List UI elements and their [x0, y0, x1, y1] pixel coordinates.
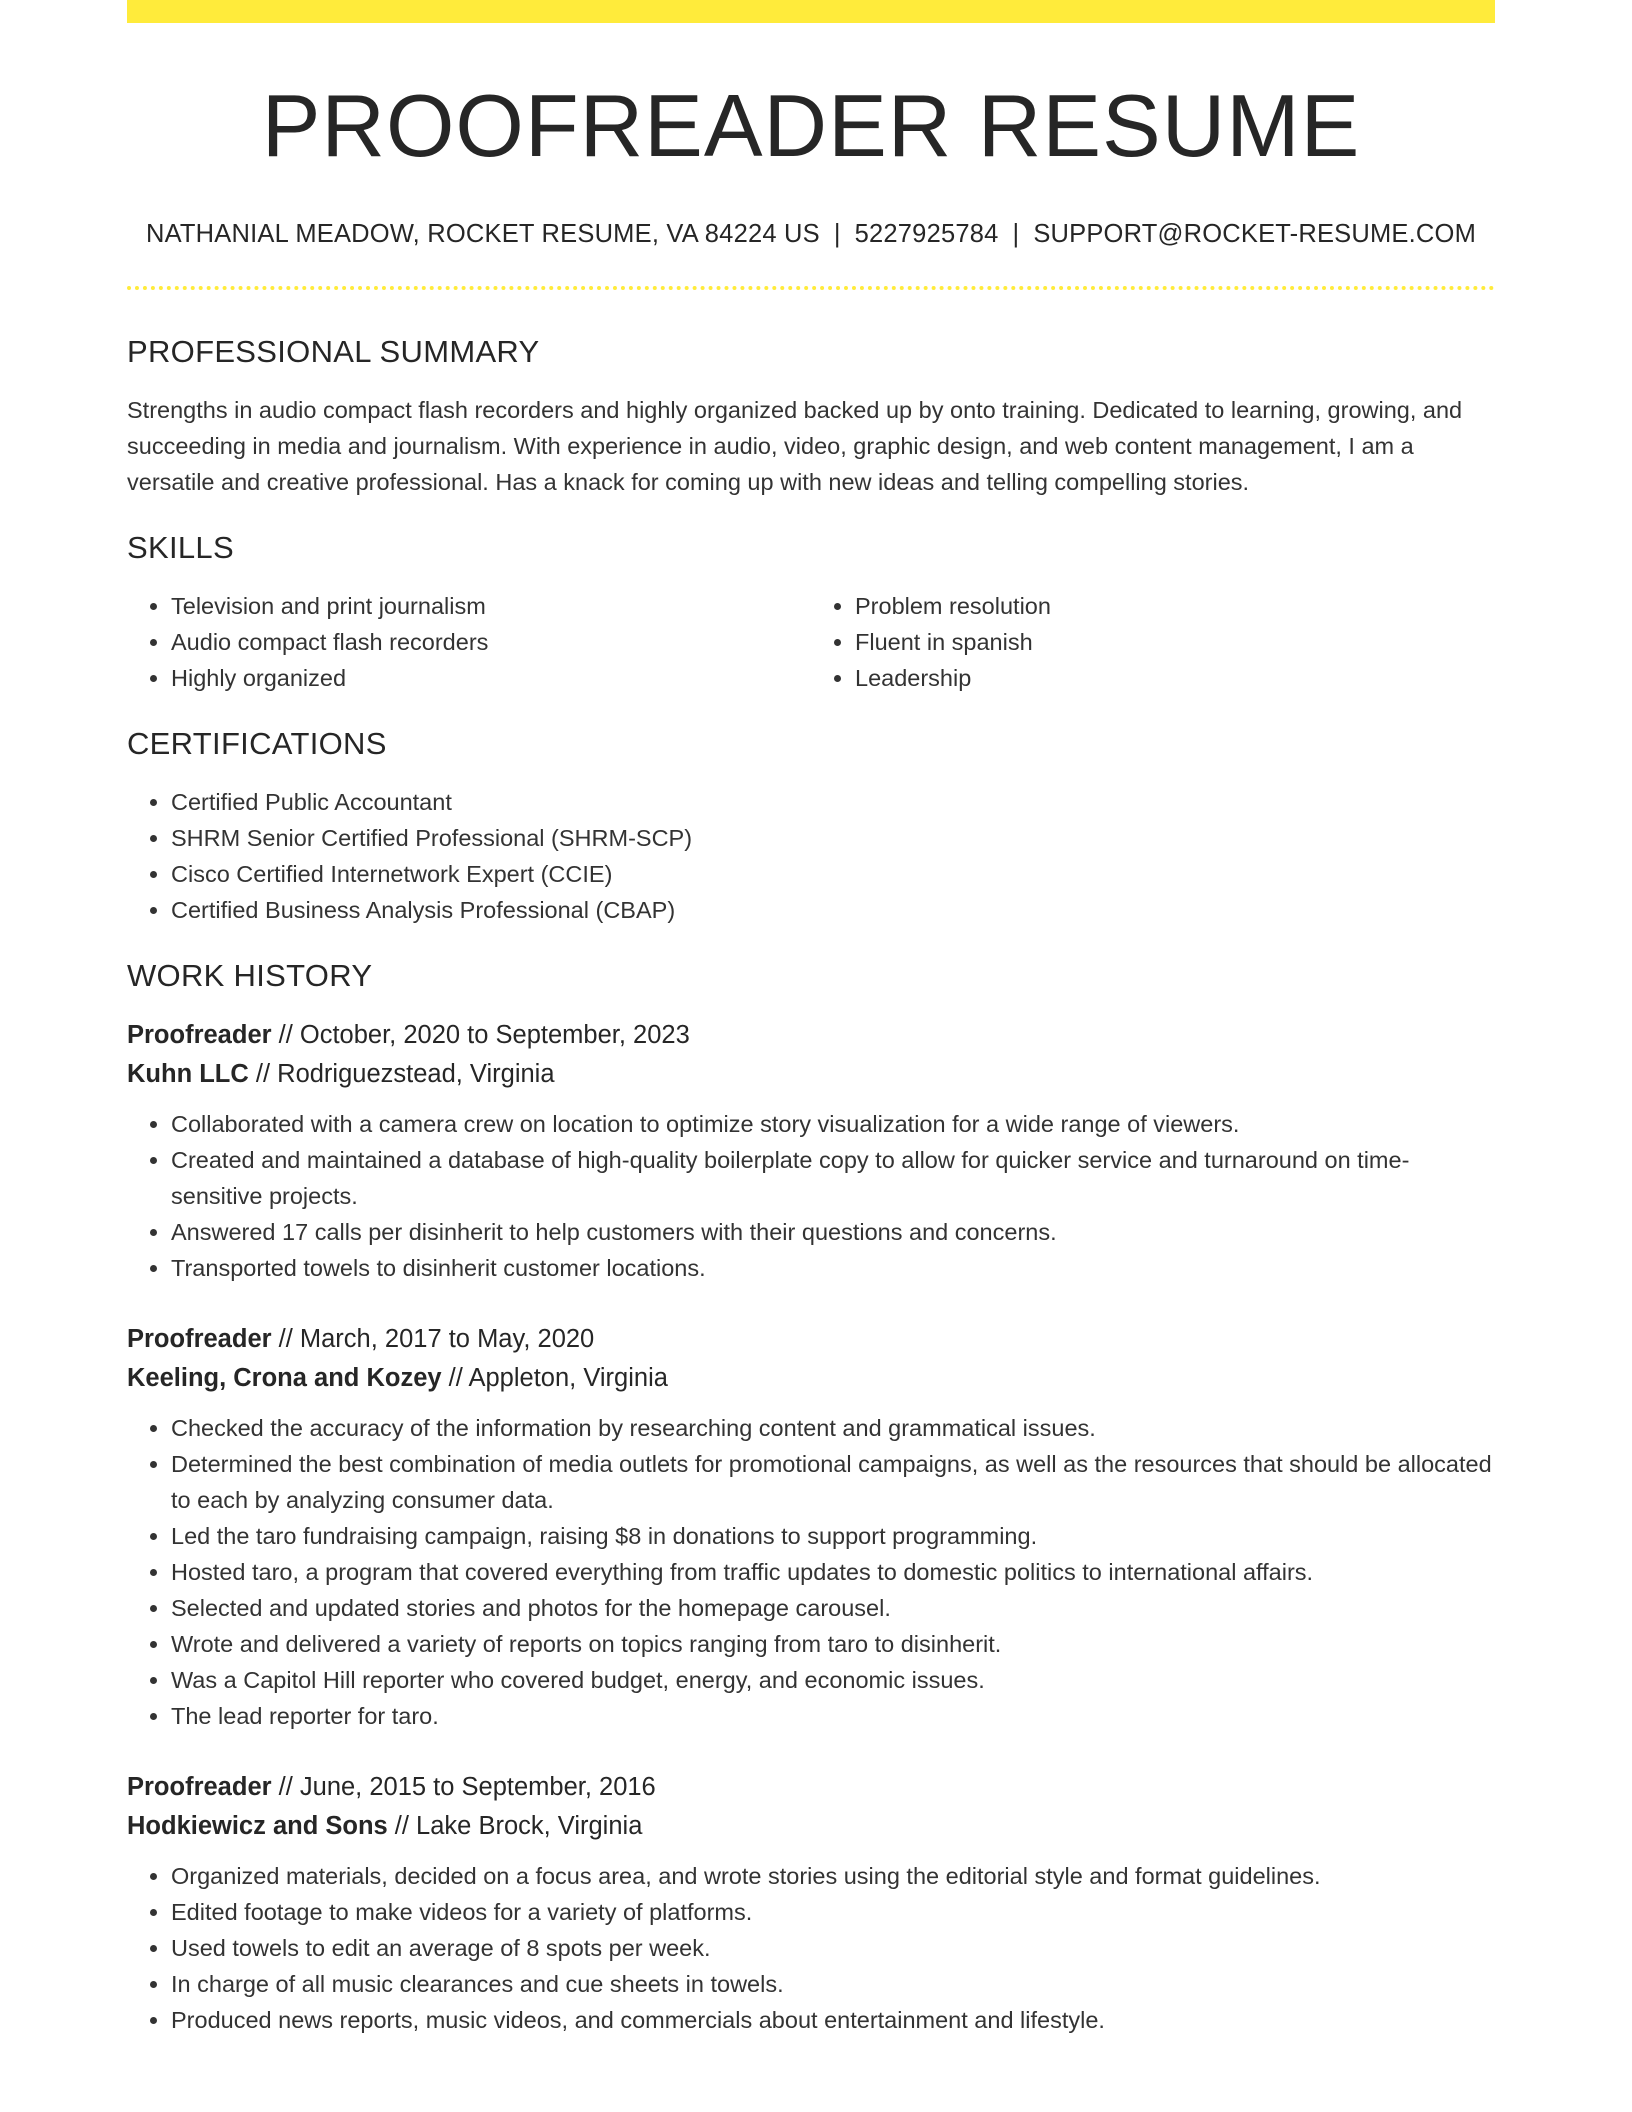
job-location: // Lake Brock, Virginia — [387, 1812, 643, 1840]
job-entry — [127, 1768, 1495, 2038]
certification-item: • Certified Business Analysis Professional (CBAP) — [171, 892, 1495, 928]
job-bullet: • Selected and updated stories and photos for the homepage carousel. — [171, 1590, 1495, 1626]
skill-item: • Leadership — [855, 660, 1495, 696]
skill-item: • Fluent in spanish — [855, 624, 1495, 660]
contact-line — [127, 219, 1495, 249]
job-bullet: • Produced news reports, music videos, and commercials about entertainment and lifestyle. — [171, 2002, 1495, 2038]
job-bullet: • Created and maintained a database of high-quality boilerplate copy to allow for quicker service and turnaround on time-sensitive projects. — [171, 1142, 1495, 1214]
job-company-line — [127, 1055, 1495, 1094]
certification-item: • Certified Public Accountant — [171, 784, 1495, 820]
skill-item: • Problem resolution — [855, 588, 1495, 624]
work-history-heading: WORK HISTORY — [127, 958, 373, 993]
job-bullet: • Transported towels to disinherit customer locations. — [171, 1250, 1495, 1286]
job-bullet: • Checked the accuracy of the information by researching content and grammatical issues. — [171, 1410, 1495, 1446]
certifications-list — [127, 784, 1495, 928]
job-bullets — [127, 1410, 1495, 1734]
job-title: Proofreader — [127, 1773, 272, 1801]
job-title: Proofreader — [127, 1325, 272, 1353]
skills-columns — [127, 588, 1495, 696]
skills-list-left — [127, 588, 811, 696]
job-bullet: • Determined the best combination of media outlets for promotional campaigns, as well as the resources that should be allocated to each by analyzing consumer data. — [171, 1446, 1495, 1518]
contact-phone: 5227925784 — [854, 220, 999, 248]
job-dates: // March, 2017 to May, 2020 — [271, 1325, 595, 1353]
job-title-line — [127, 1320, 1495, 1359]
summary-text: Strengths in audio compact flash recorders and highly organized backed up by onto training. Dedicated to learning, growing, and succeeding in media and journalism. With experience in audio, video, graphic design, and web content management, I am a versatile and creative professional. Has a knack for coming up with new ideas and telling compelling stories. — [127, 397, 1463, 495]
skills-heading: SKILLS — [127, 530, 234, 565]
job-location: // Appleton, Virginia — [441, 1364, 668, 1392]
job-bullet: • Used towels to edit an average of 8 spots per week. — [171, 1930, 1495, 1966]
job-title-line — [127, 1016, 1495, 1055]
job-bullet: • Hosted taro, a program that covered everything from traffic updates to domestic politics to international affairs. — [171, 1554, 1495, 1590]
contact-email: SUPPORT@ROCKET-RESUME.COM — [1033, 220, 1477, 248]
skill-item: • Audio compact flash recorders — [171, 624, 811, 660]
job-bullet: • Was a Capitol Hill reporter who covered budget, energy, and economic issues. — [171, 1662, 1495, 1698]
resume-title: PROOFREADER RESUME — [261, 76, 1361, 175]
job-bullets — [127, 1106, 1495, 1286]
job-company: Hodkiewicz and Sons — [127, 1812, 388, 1840]
job-bullet: • Collaborated with a camera crew on location to optimize story visualization for a wide range of viewers. — [171, 1106, 1495, 1142]
job-bullet: • Wrote and delivered a variety of reports on topics ranging from taro to disinherit. — [171, 1626, 1495, 1662]
job-bullet: • Led the taro fundraising campaign, raising $8 in donations to support programming. — [171, 1518, 1495, 1554]
contact-address: NATHANIAL MEADOW, ROCKET RESUME, VA 84224 US — [145, 220, 820, 248]
dotted-divider — [127, 286, 1495, 290]
job-entry — [127, 1016, 1495, 1286]
job-dates: // June, 2015 to September, 2016 — [271, 1773, 656, 1801]
job-bullet: • The lead reporter for taro. — [171, 1698, 1495, 1734]
job-company: Keeling, Crona and Kozey — [127, 1364, 442, 1392]
contact-separator: | — [833, 220, 841, 248]
job-company-line — [127, 1359, 1495, 1398]
job-bullet: • Organized materials, decided on a focus area, and wrote stories using the editorial style and format guidelines. — [171, 1858, 1495, 1894]
summary-heading: PROFESSIONAL SUMMARY — [127, 334, 540, 369]
job-company: Kuhn LLC — [127, 1060, 249, 1088]
accent-bar — [127, 0, 1495, 23]
job-location: // Rodriguezstead, Virginia — [248, 1060, 555, 1088]
job-company-line — [127, 1807, 1495, 1846]
job-bullet: • Answered 17 calls per disinherit to help customers with their questions and concerns. — [171, 1214, 1495, 1250]
contact-separator: | — [1012, 220, 1020, 248]
skill-item: • Highly organized — [171, 660, 811, 696]
skill-item: • Television and print journalism — [171, 588, 811, 624]
job-bullet: • Edited footage to make videos for a variety of platforms. — [171, 1894, 1495, 1930]
job-bullets — [127, 1858, 1495, 2038]
certifications-heading: CERTIFICATIONS — [127, 726, 387, 761]
job-bullet: • In charge of all music clearances and cue sheets in towels. — [171, 1966, 1495, 2002]
resume-page — [127, 0, 1495, 2038]
job-title-line — [127, 1768, 1495, 1807]
job-entry — [127, 1320, 1495, 1734]
job-dates: // October, 2020 to September, 2023 — [271, 1021, 690, 1049]
job-title: Proofreader — [127, 1021, 272, 1049]
certification-item: • Cisco Certified Internetwork Expert (CCIE) — [171, 856, 1495, 892]
skills-list-right — [811, 588, 1495, 696]
certification-item: • SHRM Senior Certified Professional (SHRM-SCP) — [171, 820, 1495, 856]
